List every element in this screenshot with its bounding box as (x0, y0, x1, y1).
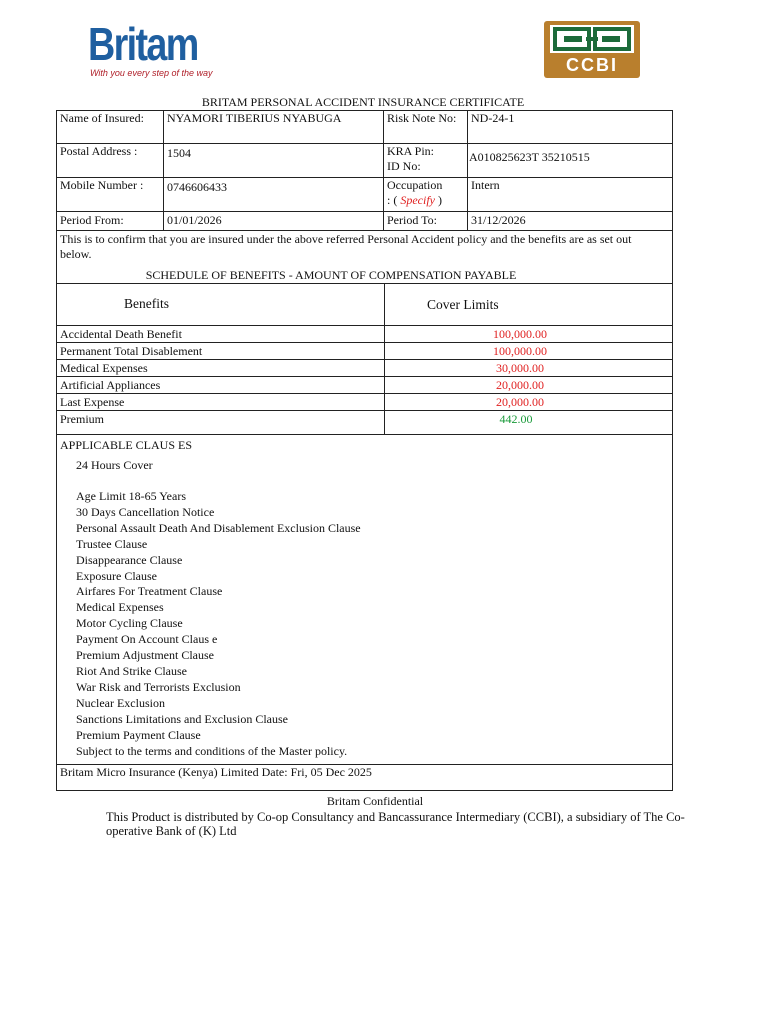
clause-item: Payment On Account Claus e (76, 632, 218, 647)
benefit-limit: 100,000.00 (493, 344, 547, 358)
occupation-value: Intern (471, 178, 500, 192)
benefit-name: Last Expense (60, 395, 125, 409)
clause-item: Age Limit 18-65 Years (76, 489, 186, 503)
occupation-prefix: : ( (387, 193, 398, 207)
clause-item: Personal Assault Death And Disablement Exclusion Clause (76, 520, 361, 535)
cover-limits-header: Cover Limits (427, 297, 499, 312)
clause-item: Disappearance Clause (76, 552, 183, 567)
confirmation-text: This is to confirm that you are insured under the above referred Personal Accident policy and the benefits are as set out below. (60, 232, 632, 261)
mobile-number: 0746606433 (167, 180, 227, 194)
clause-item: 30 Days Cancellation Notice (76, 504, 215, 519)
distribution-note: This Product is distributed by Co-op Consultancy and Bancassurance Intermediary (CCBI), a subsidiary of The Co-operative Bank of (K) Ltd (106, 810, 685, 838)
benefit-name: Artificial Appliances (60, 378, 161, 392)
clause-item: Sanctions Limitations and Exclusion Clause (76, 711, 288, 726)
ccbi-emblem-icon (550, 25, 634, 53)
clause-item: Riot And Strike Clause (76, 663, 187, 678)
clause-item: Subject to the terms and conditions of the Master policy. (76, 743, 348, 758)
benefits-header: Benefits (124, 296, 169, 311)
clauses-title: APPLICABLE CLAUS ES (60, 438, 193, 452)
kra-pin-label: KRA Pin: (387, 144, 435, 158)
benefit-limit: 20,000.00 (496, 378, 544, 392)
period-from-label: Period From: (60, 213, 124, 227)
benefit-name: Permanent Total Disablement (60, 344, 203, 358)
britam-logo-text: Britam (88, 18, 198, 70)
britam-logo (88, 18, 218, 82)
postal-address-label: Postal Address : (60, 144, 138, 158)
clause-item: Medical Expenses (76, 600, 164, 615)
benefit-limit: 30,000.00 (496, 361, 544, 375)
benefit-limit: 20,000.00 (496, 395, 544, 409)
insured-name: NYAMORI TIBERIUS NYABUGA (167, 111, 342, 125)
confidential-label: Britam Confidential (326, 794, 424, 808)
occupation-specify (387, 193, 442, 208)
clause-item: Airfares For Treatment Clause (76, 584, 223, 599)
issuer-date-line: Britam Micro Insurance (Kenya) Limited Date: Fri, 05 Dec 2025 (60, 765, 372, 779)
period-from-value: 01/01/2026 (167, 213, 222, 227)
clause-item: Premium Adjustment Clause (76, 648, 214, 663)
certificate-title: BRITAM PERSONAL ACCIDENT INSURANCE CERTIFICATE (201, 95, 525, 109)
benefit-name: Medical Expenses (60, 361, 148, 375)
risk-note-number: ND-24-1 (471, 111, 515, 125)
clause-item: Trustee Clause (76, 536, 148, 551)
clause-item: Premium Payment Clause (76, 727, 201, 742)
specify-hint: Specify (400, 193, 435, 207)
postal-address-value: 1504 (167, 146, 191, 160)
occupation-suffix: ) (438, 193, 442, 207)
ccbi-logo-text: CCBI (566, 55, 618, 75)
mobile-label: Mobile Number : (60, 178, 144, 192)
clause-item: Nuclear Exclusion (76, 695, 165, 710)
id-number-label: ID No: (387, 159, 421, 173)
period-to-label: Period To: (387, 213, 437, 227)
kra-id-value: A010825623T 35210515 (469, 150, 590, 164)
clauses-list (76, 459, 361, 759)
schedule-title: SCHEDULE OF BENEFITS - AMOUNT OF COMPENSATION PAYABLE (145, 268, 517, 282)
clause-item: Motor Cycling Clause (76, 616, 183, 631)
ccbi-logo (544, 21, 640, 78)
benefit-name: Accidental Death Benefit (60, 327, 182, 341)
clause-item: 24 Hours Cover (76, 458, 153, 472)
risk-note-label: Risk Note No: (387, 111, 457, 125)
benefit-limit: 100,000.00 (493, 327, 547, 341)
clause-item: Exposure Clause (76, 568, 157, 583)
premium-label: Premium (60, 412, 104, 426)
period-to-value: 31/12/2026 (471, 213, 526, 227)
britam-tagline: With you every step of the way (90, 68, 213, 78)
occupation-label: Occupation (387, 178, 443, 192)
name-label: Name of Insured: (60, 111, 144, 125)
premium-amount: 442.00 (499, 412, 533, 426)
clause-item: War Risk and Terrorists Exclusion (76, 679, 241, 694)
